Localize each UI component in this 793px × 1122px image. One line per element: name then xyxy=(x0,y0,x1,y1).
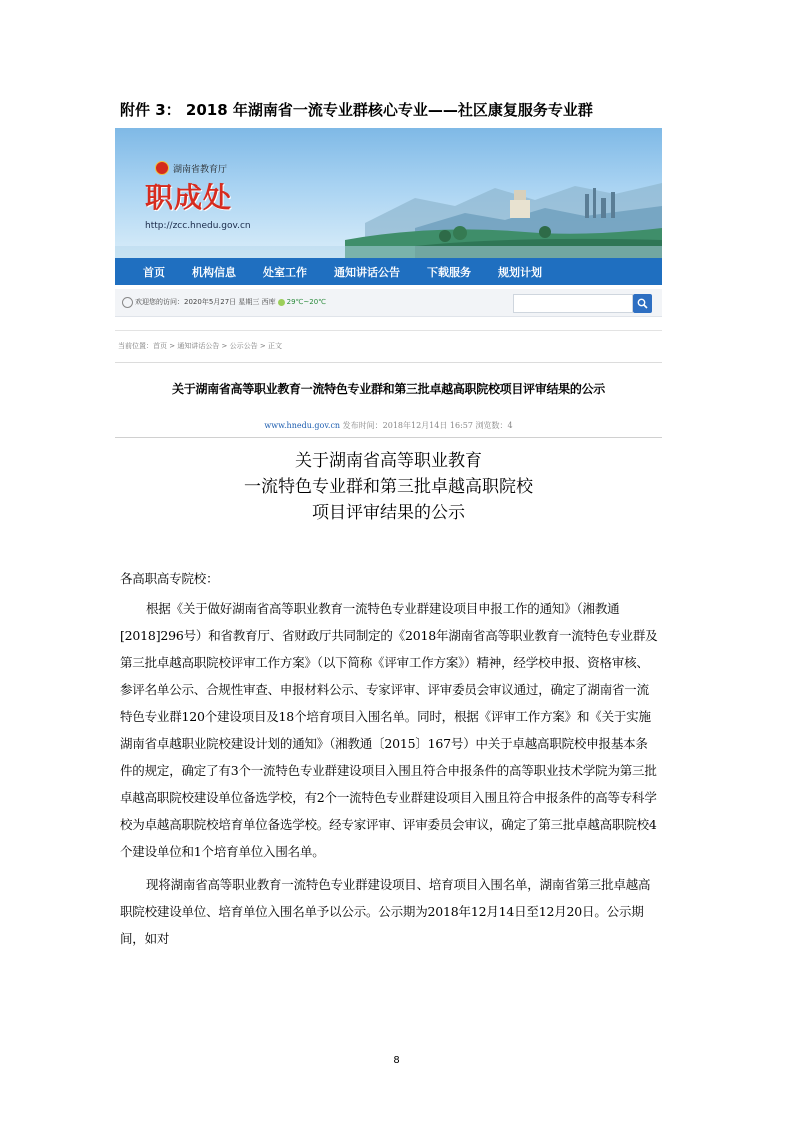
article-meta xyxy=(115,420,662,431)
search-icon xyxy=(637,298,648,309)
org-logo-row xyxy=(155,161,227,175)
document-title-line: 一流特色专业群和第三批卓越高职院校 xyxy=(244,477,533,497)
clock-icon xyxy=(122,297,133,308)
article-source-link[interactable]: www.hnedu.gov.cn xyxy=(264,421,341,430)
webpage-screenshot xyxy=(115,128,662,946)
search-button[interactable] xyxy=(633,294,652,313)
divider xyxy=(115,362,662,363)
nav-item-downloads[interactable]: 下载服务 xyxy=(427,265,471,279)
welcome-text xyxy=(135,297,326,307)
nav-item-home[interactable]: 首页 xyxy=(143,265,165,279)
national-emblem-icon xyxy=(155,161,169,175)
document-title-line: 项目评审结果的公示 xyxy=(312,503,465,523)
nav-item-organization[interactable]: 机构信息 xyxy=(192,265,236,279)
nav-item-notices[interactable]: 通知讲话公告 xyxy=(334,265,400,279)
paragraph: 根据《关于做好湖南省高等职业教育一流特色专业群建设项目申报工作的通知》（湘教通[2018]296号）和省教育厅、省财政厅共同制定的《2018年湖南省高等职业教育一流特色专业群及第三批卓越高职院校评审工作方案》（以下简称《评审工作方案》）精神，经学校申报、资格审核、参评名单公示、合规性审查、申报材料公示、专家评审、评审委员会审议通过，确定了湖南省一流特色专业群120个建设项目及18个培育项目入围名单。同时，根据《评审工作方案》和《关于实施湖南省卓越职业院校建设计划的通知》（湘教通〔2015〕167号）中关于卓越高职院校申报基本条件的规定，确定了有3个一流特色专业群建设项目入围且符合申报条件的高等职业技术学院为第三批卓越高职院校建设单位备选学校，有2个一流特色专业群建设项目入围且符合申报条件的高等专科学校为卓越高职院校培育单位备选学校。经专家评审、评审委员会审议，确定了第三批卓越高职院校4个建设单位和1个培育单位入围名单。 xyxy=(120,601,658,859)
article-publish-info: 发布时间：2018年12月14日 16:57 浏览数：4 xyxy=(340,421,513,430)
breadcrumb: 当前位置：首页 > 通知讲话公告 > 公示公告 > 正文 xyxy=(118,342,282,350)
attachment-title: 附件 3： 2018 年湖南省一流专业群核心专业——社区康复服务专业群 xyxy=(120,101,593,119)
divider xyxy=(115,330,662,331)
salutation: 各高职高专院校： xyxy=(120,571,219,586)
search-input[interactable] xyxy=(513,294,633,313)
weather-temperature: 29℃~20℃ xyxy=(286,298,327,306)
welcome-date: 欢迎您的访问：2020年5月27日 星期三 西库 xyxy=(135,298,276,306)
nav-item-planning[interactable]: 规划计划 xyxy=(498,265,542,279)
site-banner xyxy=(115,128,662,258)
article-title: 关于湖南省高等职业教育一流特色专业群和第三批卓越高职院校项目评审结果的公示 xyxy=(172,382,605,396)
weather-icon xyxy=(278,299,285,306)
main-nav xyxy=(115,258,662,285)
document-body xyxy=(120,565,660,952)
site-name: 职成处 xyxy=(145,181,233,214)
org-name: 湖南省教育厅 xyxy=(173,164,228,175)
document-title-line: 关于湖南省高等职业教育 xyxy=(295,451,482,471)
divider xyxy=(115,437,662,438)
site-url: http://zcc.hnedu.gov.cn xyxy=(145,221,251,231)
page-number: 8 xyxy=(393,1055,400,1066)
nav-item-office-work[interactable]: 处室工作 xyxy=(263,265,307,279)
document-title xyxy=(115,448,662,526)
paragraph: 现将湖南省高等职业教育一流特色专业群建设项目、培育项目入围名单，湖南省第三批卓越高职院校建设单位、培育单位入围名单予以公示。公示期为2018年12月14日至12月20日。公示期间，如对 xyxy=(120,877,651,946)
